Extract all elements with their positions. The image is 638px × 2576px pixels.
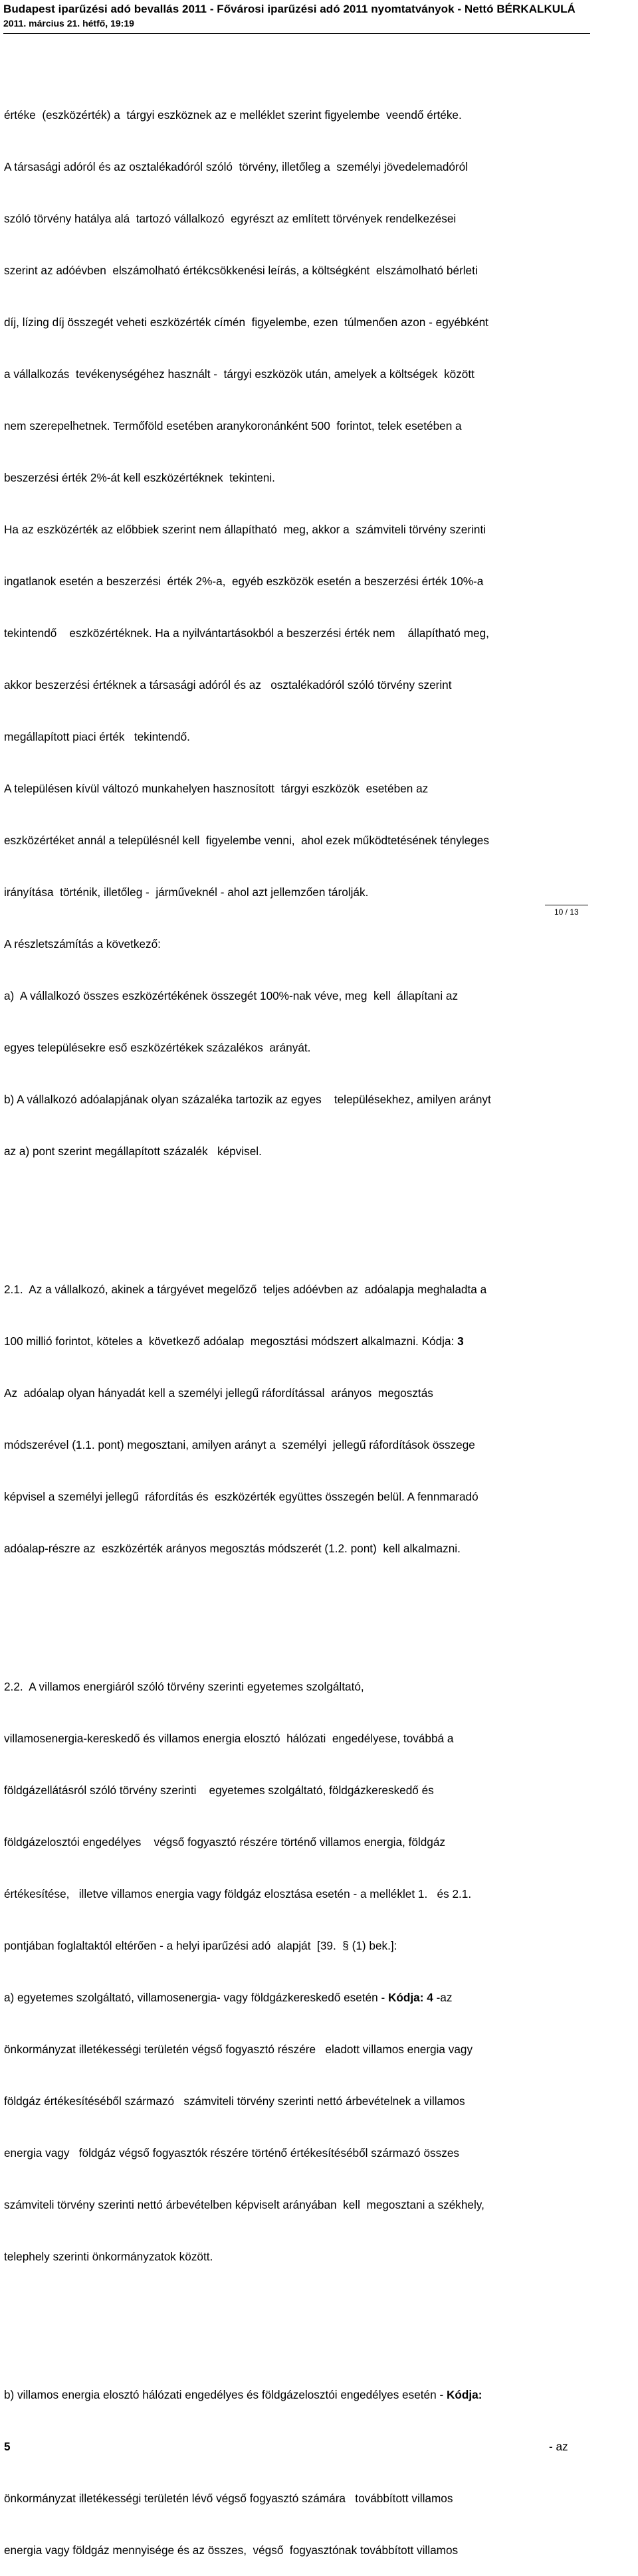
- text-line: Ha az eszközérték az előbbiek szerint nem állapítható meg, akkor a számviteli törvény szerinti: [4, 523, 486, 536]
- text-line: szerint az adóévben elszámolható értékcsökkenési leírás, a költségként elszámolható bérleti: [4, 264, 478, 277]
- text-line: önkormányzat illetékességi területén végső fogyasztó részére eladott villamos energia vagy: [4, 2043, 473, 2056]
- text-run: - az: [549, 2440, 568, 2453]
- text-line: földgázelosztói engedélyes végső fogyasztó részére történő villamos energia, földgáz: [4, 1835, 446, 1849]
- text-line: önkormányzat illetékességi területén lévő végső fogyasztó számára továbbított villamos: [4, 2492, 453, 2505]
- text-line: [4, 1333, 589, 1350]
- code-label: Kódja:: [446, 2388, 482, 2401]
- text-line: módszerével (1.1. pont) megosztani, amilyen arányt a személyi jellegű ráfordítások összege: [4, 1438, 475, 1451]
- text-line: egyes településekre eső eszközértékek százalékos arányát.: [4, 1041, 311, 1054]
- text-line: a) A vállalkozó összes eszközértékének összegét 100%-nak véve, meg kell állapítani az: [4, 989, 459, 1002]
- text-line: adóalap-részre az eszközérték arányos megosztás módszerét (1.2. pont) kell alkalmazni.: [4, 1542, 461, 1555]
- text-line: [4, 2386, 589, 2403]
- text-line: értéke (eszközérték) a tárgyi eszköznek az e melléklet szerint figyelembe veendő értéke.: [4, 108, 462, 122]
- text-line: [4, 1989, 589, 2006]
- text-line: az a) pont szerint megállapított százalék képvisel.: [4, 1145, 262, 1158]
- text-line: b) A vállalkozó adóalapjának olyan százaléka tartozik az egyes településekhez, amilyen arányt: [4, 1093, 491, 1106]
- text-line: ingatlanok esetén a beszerzési érték 2%-a, egyéb eszközök esetén a beszerzési érték 10%-a: [4, 575, 484, 588]
- text-line: eszközértéket annál a településnél kell figyelembe venni, ahol ezek működtetésének tényleges: [4, 834, 489, 847]
- text-line: irányítása történik, illetőleg - járműveknél - ahol azt jellemzően tárolják.: [4, 885, 369, 899]
- text-line: nem szerepelhetnek. Termőföld esetében aranykoronánként 500 forintot, telek esetében a: [4, 419, 462, 432]
- header-date: 2011. március 21. hétfő, 19:19: [3, 18, 134, 29]
- text-line: képvisel a személyi jellegű ráfordítás és eszközérték együttes összegén belül. A fennmaradó: [4, 1490, 478, 1503]
- text-line: telephely szerinti önkormányzatok között.: [4, 2250, 213, 2263]
- text-line: értékesítése, illetve villamos energia vagy földgáz elosztása esetén - a melléklet 1. és 2.1.: [4, 1887, 472, 1900]
- text-line: szóló törvény hatálya alá tartozó vállalkozó egyrészt az említett törvények rendelkezései: [4, 212, 457, 225]
- text-line: A településen kívül változó munkahelyen hasznosított tárgyi eszközök esetében az: [4, 782, 429, 795]
- text-line: energia vagy földgáz végső fogyasztók részére történő értékesítéséből származó összes: [4, 2146, 459, 2160]
- text-line: a vállalkozás tevékenységéhez használt - tárgyi eszközök után, amelyek a költségek között: [4, 367, 475, 381]
- header-divider: [3, 33, 590, 34]
- text-line: díj, lízing díj összegét veheti eszközérték címén figyelembe, ezen túlmenően azon - egyébként: [4, 316, 488, 329]
- text-line: A társasági adóról és az osztalékadóról szóló törvény, illetőleg a személyi jövedelemadóról: [4, 160, 469, 173]
- text-line: 2.1. Az a vállalkozó, akinek a tárgyévet megelőző teljes adóévben az adóalapja meghaladta a: [4, 1283, 487, 1296]
- text-line: villamosenergia-kereskedő és villamos energia elosztó hálózati engedélyese, továbbá a: [4, 1732, 454, 1745]
- text-line: tekintendő eszközértéknek. Ha a nyilvántartásokból a beszerzési érték nem állapítható meg,: [4, 626, 489, 640]
- text-line: akkor beszerzési értéknek a társasági adóról és az osztalékadóról szóló törvény szerint: [4, 678, 452, 691]
- text-run: b) villamos energia elosztó hálózati engedélyes és földgázelosztói engedélyes esetén -: [4, 2388, 447, 2401]
- code-label: Kódja: 4: [388, 1991, 433, 2004]
- text-line: pontjában foglaltaktól eltérően - a helyi iparűzési adó alapját [39. § (1) bek.]:: [4, 1939, 397, 1952]
- text-run: a) egyetemes szolgáltató, villamosenergia- vagy földgázkereskedő esetén -: [4, 1991, 388, 2004]
- text-line: A részletszámítás a következő:: [4, 937, 161, 951]
- text-line: beszerzési érték 2%-át kell eszközértéknek tekinteni.: [4, 471, 275, 484]
- code-value: 5: [4, 2440, 11, 2453]
- text-line: [4, 2438, 589, 2455]
- code-value: 3: [457, 1334, 464, 1348]
- document-body: [4, 72, 589, 2576]
- paragraph-spacer: [4, 1609, 589, 1626]
- text-line: Az adóalap olyan hányadát kell a személyi jellegű ráfordítással arányos megosztás: [4, 1386, 433, 1400]
- text-line: földgáz értékesítéséből származó számviteli törvény szerinti nettó árbevételnek a villamos: [4, 2094, 465, 2108]
- page-number: 10 / 13: [554, 907, 579, 917]
- text-line: energia vagy földgáz mennyisége és az összes, végső fogyasztónak továbbított villamos: [4, 2543, 459, 2557]
- header-title: Budapest iparűzési adó bevallás 2011 - Fővárosi iparűzési adó 2011 nyomtatványok - Nettó BÉRKALKULÁ: [3, 3, 576, 15]
- text-line: 2.2. A villamos energiáról szóló törvény szerinti egyetemes szolgáltató,: [4, 1680, 364, 1693]
- paragraph-spacer: [4, 1212, 589, 1229]
- text-line: földgázellátásról szóló törvény szerinti egyetemes szolgáltató, földgázkereskedő és: [4, 1784, 434, 1797]
- paragraph-spacer: [4, 2317, 589, 2334]
- text-run: 100 millió forintot, köteles a következő adóalap megosztási módszert alkalmazni. Kódja:: [4, 1334, 458, 1348]
- text-line: megállapított piaci érték tekintendő.: [4, 730, 190, 743]
- text-line: számviteli törvény szerinti nettó árbevételben képviselt arányában kell megosztani a székhely,: [4, 2198, 484, 2211]
- text-run: -az: [433, 1991, 453, 2004]
